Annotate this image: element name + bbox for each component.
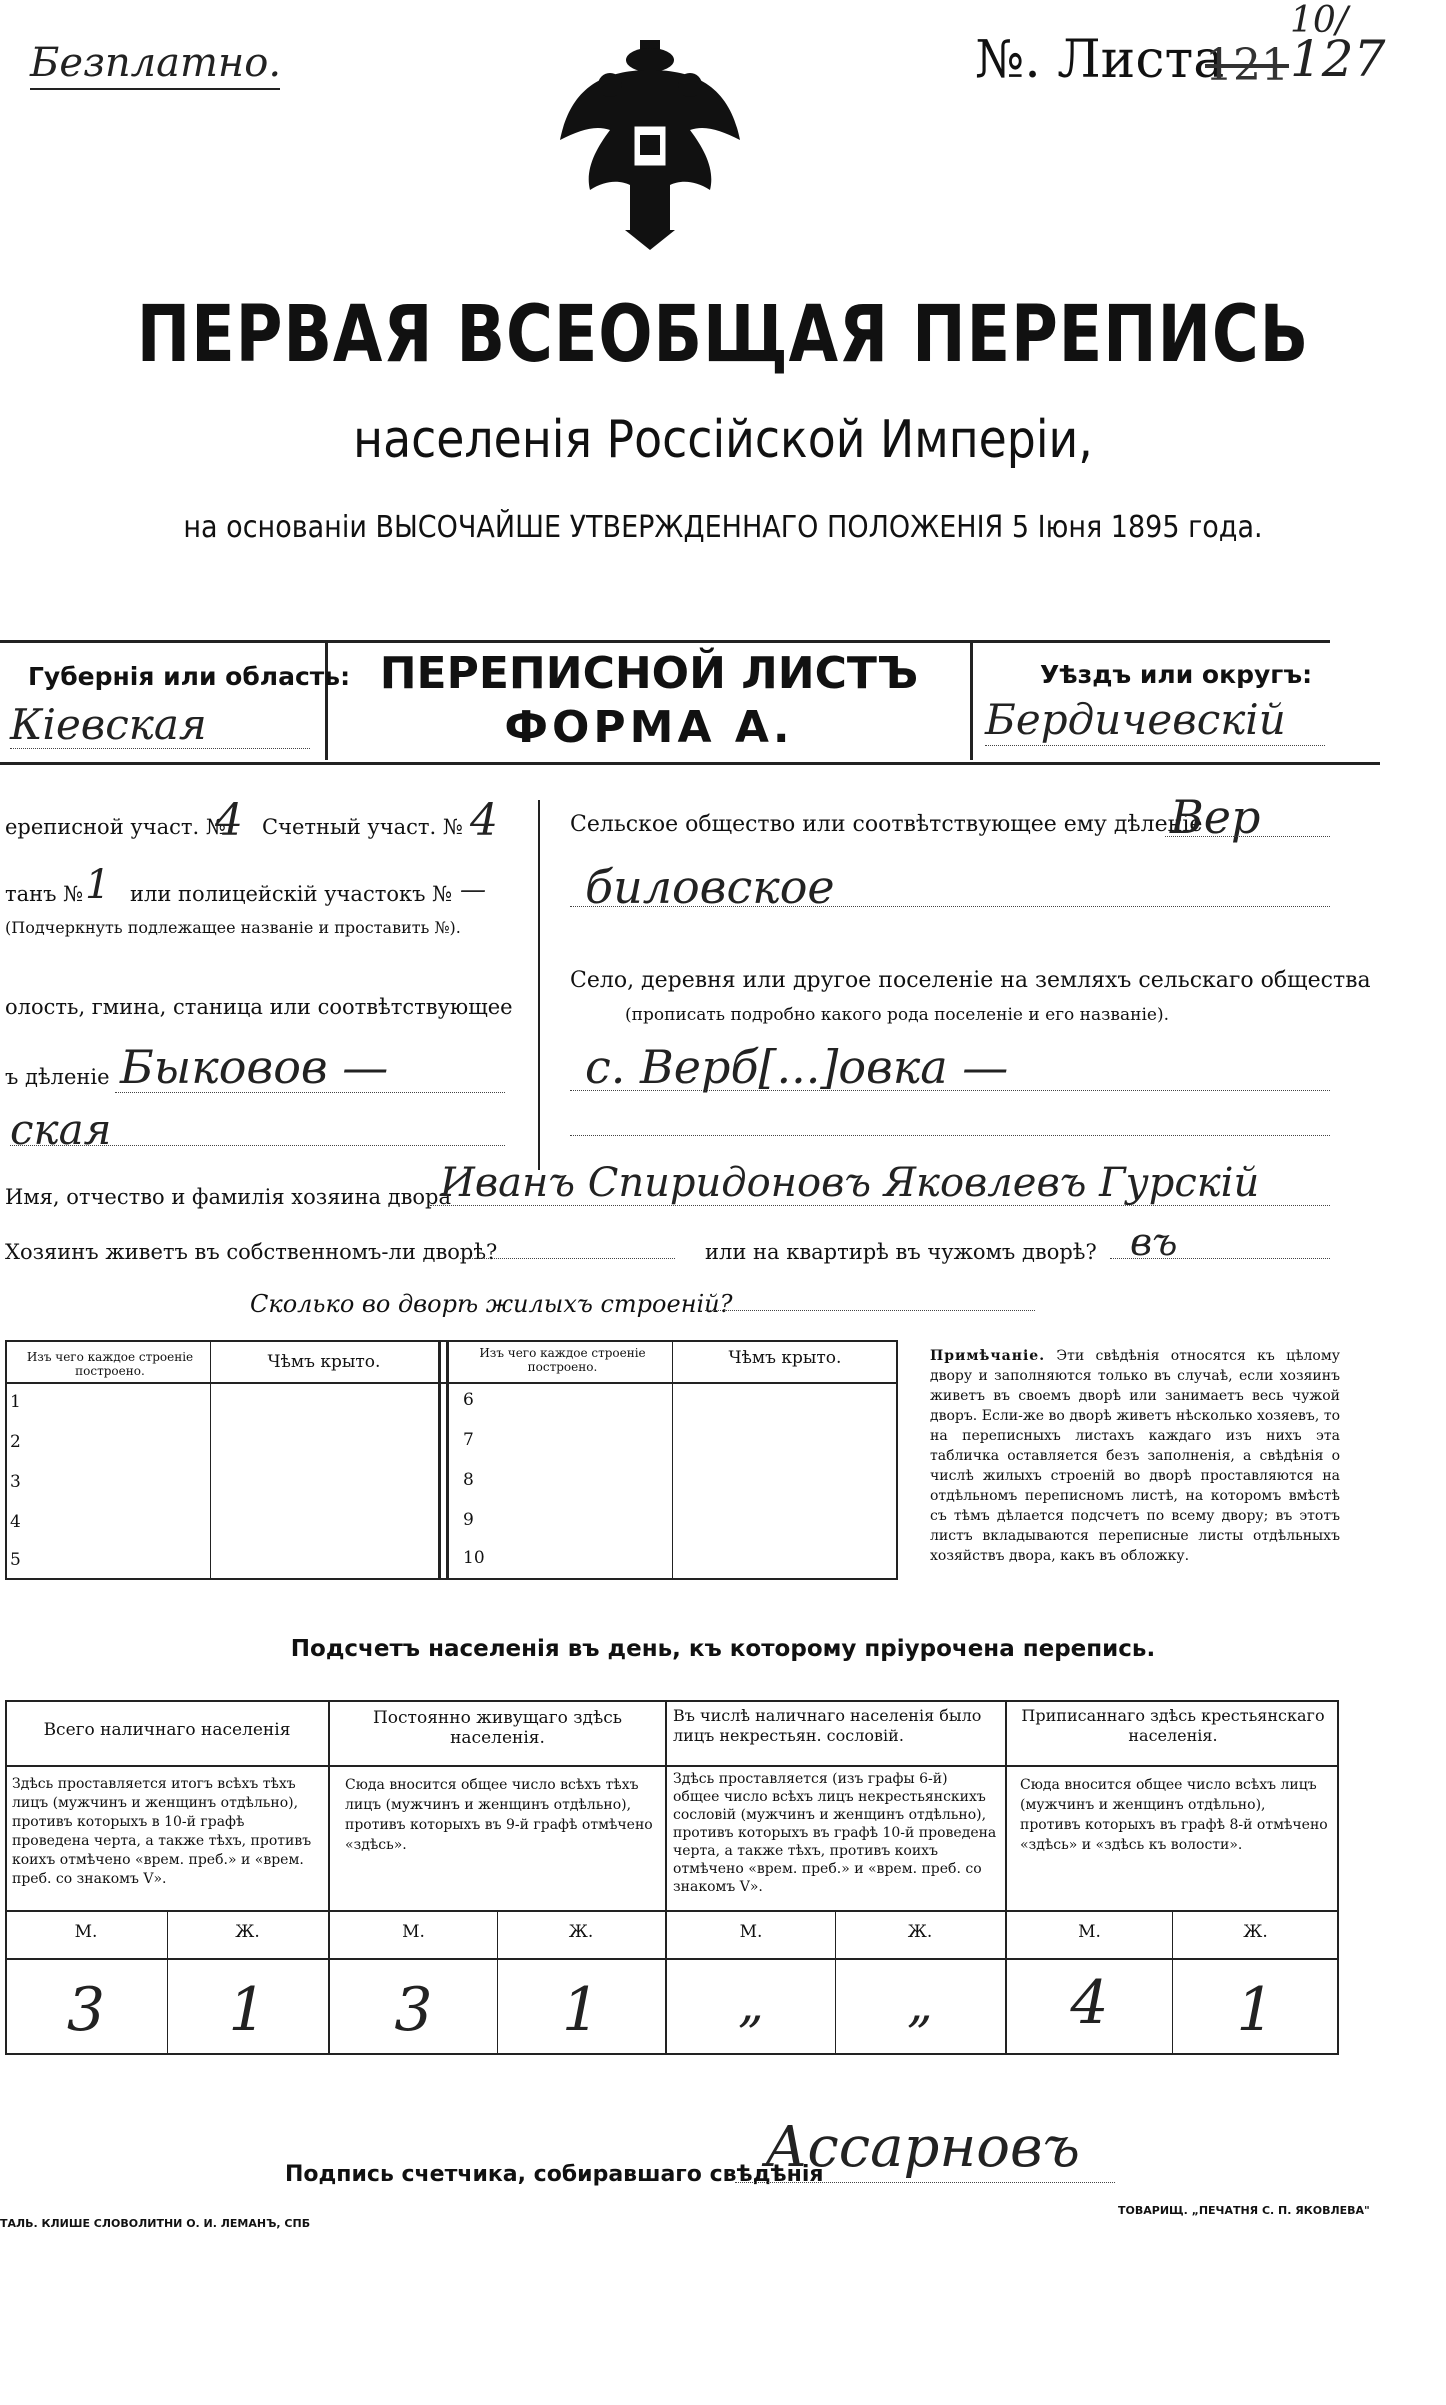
count-area-label: Счетный участ. № [262, 815, 463, 839]
form-title: ФОРМА А. [504, 702, 794, 753]
owner-lives-line [460, 1258, 675, 1259]
tally-col3-f-label: Ж. [907, 1922, 933, 1942]
tally-col3-m-label: М. [739, 1922, 763, 1942]
buildings-question-line [705, 1310, 1035, 1311]
buildings-row-right-6: 6 [463, 1390, 474, 1410]
tally-col3-f-value: „ [907, 1975, 933, 2033]
count-area-value: 4 [470, 795, 498, 846]
tally-heading: Подсчетъ населенія въ день, къ которому пріурочена перепись. [290, 1636, 1156, 1662]
signature-label: Подпись счетчика, собиравшаго свѣдѣнія [285, 2162, 824, 2187]
village-note: (прописать подробно какого рода поселеніе и его названіе). [625, 1005, 1169, 1025]
buildings-row-right-8: 8 [463, 1470, 474, 1490]
buildings-header-rule [5, 1382, 898, 1384]
sheet-number-label: №. Листа [975, 30, 1225, 90]
buildings-row-left-3: 3 [10, 1472, 21, 1492]
police-label: или полицейскій участокъ № [130, 882, 453, 906]
main-title: ПЕРВАЯ ВСЕОБЩАЯ ПЕРЕПИСЬ [136, 290, 1310, 380]
block-divider [538, 800, 540, 1170]
tally-col1-desc: Здѣсь проставляется итогъ всѣхъ тѣхъ лицъ (мужчинъ и женщинъ отдѣльно), противъ которыхъ в 10-й графѣ проведена черта, а также тѣхъ, противъ коихъ отмѣчено «врем. преб.» и «врем. преб. со знакомъ V». [12, 1776, 312, 1887]
gubernia-label: Губернія или область: [28, 662, 351, 691]
owner-name-label: Имя, отчество и фамилія хозяина двора [5, 1185, 452, 1209]
tally-col3-title: Въ числѣ наличнаго населенія было лицъ некрестьян. сословій. [673, 1706, 982, 1745]
tally-col4-f-label: Ж. [1243, 1922, 1268, 1942]
volost-value-1: Быковов — [120, 1040, 389, 1094]
gubernia-line [10, 748, 310, 749]
buildings-col-material-right: Изъ чего каждое строеніе построено. [479, 1346, 646, 1374]
uezd-line [985, 745, 1325, 746]
buildings-note-text: Эти свѣдѣнія относятся къ цѣлому двору и заполняются только въ случаѣ, если хозяинъ живетъ въ своемъ дворѣ или занимаетъ весь чужой дворъ. Если-же во дворѣ живетъ нѣсколько хозяевъ, то на переписныхъ листахъ каждаго изъ нихъ эта табличка оставляется безъ заполненія, а свѣдѣнія о числѣ жилыхъ строеній во дворѣ проставляются на отдѣльномъ переписномъ листѣ, на которомъ вмѣстѣ съ тѣмъ дѣлается подсчетъ по всему двору; въ этотъ листъ вкладываются переписные листы отдѣльныхъ хозяйствъ двора, какъ въ обложку. [930, 1348, 1340, 1564]
village-line-1 [570, 1090, 1330, 1091]
volost-label: олость, гмина, станица или соотвѣтствующее [5, 995, 513, 1019]
volost-value-2: ская [10, 1105, 112, 1154]
society-value-1: Вер [1170, 790, 1261, 844]
legal-basis: на основаніи ВЫСОЧАЙШЕ УТВЕРЖДЕННАГО ПОЛОЖЕНІЯ 5 Іюня 1895 года. [183, 510, 1263, 545]
owner-lives-value: въ [1130, 1220, 1178, 1264]
village-line-2 [570, 1135, 1330, 1136]
tally-col4-m-value: 4 [1070, 1968, 1109, 2038]
uezd-label: Уѣздъ или округъ: [1040, 660, 1313, 689]
buildings-col-roof-right: Чѣмъ крыто. [728, 1348, 842, 1368]
tally-mf-rule [5, 1958, 1339, 1960]
tally-col3-desc: Здѣсь проставляется (изъ графы 6-й) общее число всѣхъ лицъ некрестьянскихъ сословій (мужчинъ и женщинъ отдѣльно), противъ которыхъ въ графѣ 10-й проведена черта, а также тѣхъ, противъ коихъ отмѣчено «врем. преб.» и «врем. преб. со знакомъ V». [673, 1771, 997, 1895]
tally-title-rule [5, 1765, 1339, 1767]
village-value: с. Верб[...]овка — [585, 1040, 1009, 1094]
sheet-number-struck: 121 [1205, 40, 1289, 91]
society-line-2 [570, 906, 1330, 907]
society-label: Сельское общество или соотвѣтствующее ему дѣленіе [570, 812, 1203, 837]
band-top-rule [0, 640, 1330, 643]
buildings-table-split-a [438, 1340, 441, 1580]
buildings-col-roof-left: Чѣмъ крыто. [267, 1352, 381, 1372]
tally-col4-desc: Сюда вносится общее число всѣхъ лицъ (мужчинъ и женщинъ отдѣльно), противъ которыхъ въ графѣ 8-й отмѣчено «здѣсь» и «здѣсь къ волости». [1020, 1777, 1328, 1853]
volost-line-1 [115, 1092, 505, 1093]
village-label: Село, деревня или другое поселеніе на земляхъ сельскаго общества [570, 968, 1371, 993]
buildings-question: Сколько во дворѣ жилыхъ строеній? [250, 1290, 733, 1318]
imperial-eagle-emblem [540, 30, 760, 250]
buildings-row-right-10: 10 [463, 1548, 485, 1568]
tally-col2-m-label: М. [402, 1922, 425, 1942]
tally-col1-m-label: М. [74, 1922, 98, 1942]
buildings-note-lead: Примѣчаніе. [930, 1348, 1046, 1364]
buildings-row-left-5: 5 [10, 1550, 21, 1570]
society-line-1 [1165, 836, 1330, 837]
uezd-value: Бердичевскій [985, 695, 1286, 744]
gubernia-value: Кіевская [10, 700, 207, 749]
tally-col4-f-value: 1 [1236, 1975, 1275, 2045]
stan-label: танъ № [5, 882, 84, 906]
tally-col1-title: Всего наличнаго населенія [43, 1720, 291, 1740]
buildings-row-left-4: 4 [10, 1512, 21, 1532]
owner-lives-alt-label: или на квартирѣ въ чужомъ дворѣ? [705, 1240, 1097, 1264]
signature-value: Ассарновъ [765, 2115, 1080, 2180]
police-value: — [460, 875, 486, 905]
buildings-table-split-b [446, 1340, 449, 1580]
tally-desc-rule [5, 1910, 1339, 1912]
tally-col2-desc: Сюда вносится общее число всѣхъ тѣхъ лицъ (мужчинъ и женщинъ отдѣльно), противъ которыхъ въ 9-й графѣ отмѣчено «здѣсь». [345, 1777, 653, 1853]
sheet-number-value: 127 [1290, 30, 1386, 88]
owner-lives-label: Хозяинъ живетъ въ собственномъ-ли дворѣ? [5, 1240, 498, 1264]
tally-col1-f-label: Ж. [235, 1922, 260, 1942]
buildings-col-material-left: Изъ чего каждое строеніе построено. [26, 1350, 194, 1378]
buildings-col-right [672, 1340, 673, 1580]
corner-mark: 10/ [1290, 0, 1348, 41]
buildings-row-right-9: 9 [463, 1510, 474, 1530]
buildings-col-left [210, 1340, 211, 1580]
owner-name-line [430, 1205, 1330, 1206]
tally-col2-m-value: 3 [394, 1975, 433, 2045]
tally-col1-m-value: 3 [66, 1975, 106, 2045]
tally-col1-f-value: 1 [228, 1975, 267, 2045]
tally-col2-f-value: 1 [561, 1975, 601, 2045]
society-value-2: биловское [585, 860, 835, 914]
tally-col3-m-value: „ [738, 1975, 764, 2033]
printer-left: ТАЛЬ. КЛИШЕ СЛОВОЛИТНИ О. И. ЛЕМАНЪ, СПБ [0, 2217, 311, 2230]
signature-line [735, 2182, 1115, 2183]
division-label: ъ дѣленіе [5, 1065, 110, 1089]
tally-col4-title: Приписаннаго здѣсь крестьянскаго населенія. [1021, 1706, 1325, 1745]
band-right-rule [970, 640, 973, 760]
owner-lives-line-2 [1110, 1258, 1330, 1259]
printer-right: ТОВАРИЩ. „ПЕЧАТНЯ С. П. ЯКОВЛЕВА" [1118, 2204, 1370, 2217]
underline-note: (Подчеркнуть подлежащее названіе и проставить №). [5, 918, 461, 937]
census-area-label: ереписной участ. № [5, 815, 226, 839]
tally-col4-m-label: М. [1078, 1922, 1101, 1942]
tally-col2-title: Постоянно живущаго здѣсь населенія. [372, 1708, 623, 1748]
free-underline [30, 88, 280, 90]
buildings-note [930, 1346, 1340, 1566]
free-label: Безплатно. [30, 40, 282, 86]
sheet-title: ПЕРЕПИСНОЙ ЛИСТЪ [379, 648, 919, 699]
census-area-value: 4 [215, 795, 243, 846]
subtitle: населенія Россійской Имперіи, [353, 410, 1093, 470]
band-bottom-rule [0, 762, 1380, 765]
stan-value: 1 [85, 862, 111, 908]
owner-name-value: Иванъ Спиридоновъ Яковлевъ Гурскій [440, 1160, 1260, 1206]
buildings-row-left-1: 1 [10, 1392, 21, 1412]
tally-col2-f-label: Ж. [568, 1922, 594, 1942]
buildings-row-right-7: 7 [463, 1430, 474, 1450]
volost-line-2 [10, 1145, 505, 1146]
buildings-row-left-2: 2 [10, 1432, 21, 1452]
